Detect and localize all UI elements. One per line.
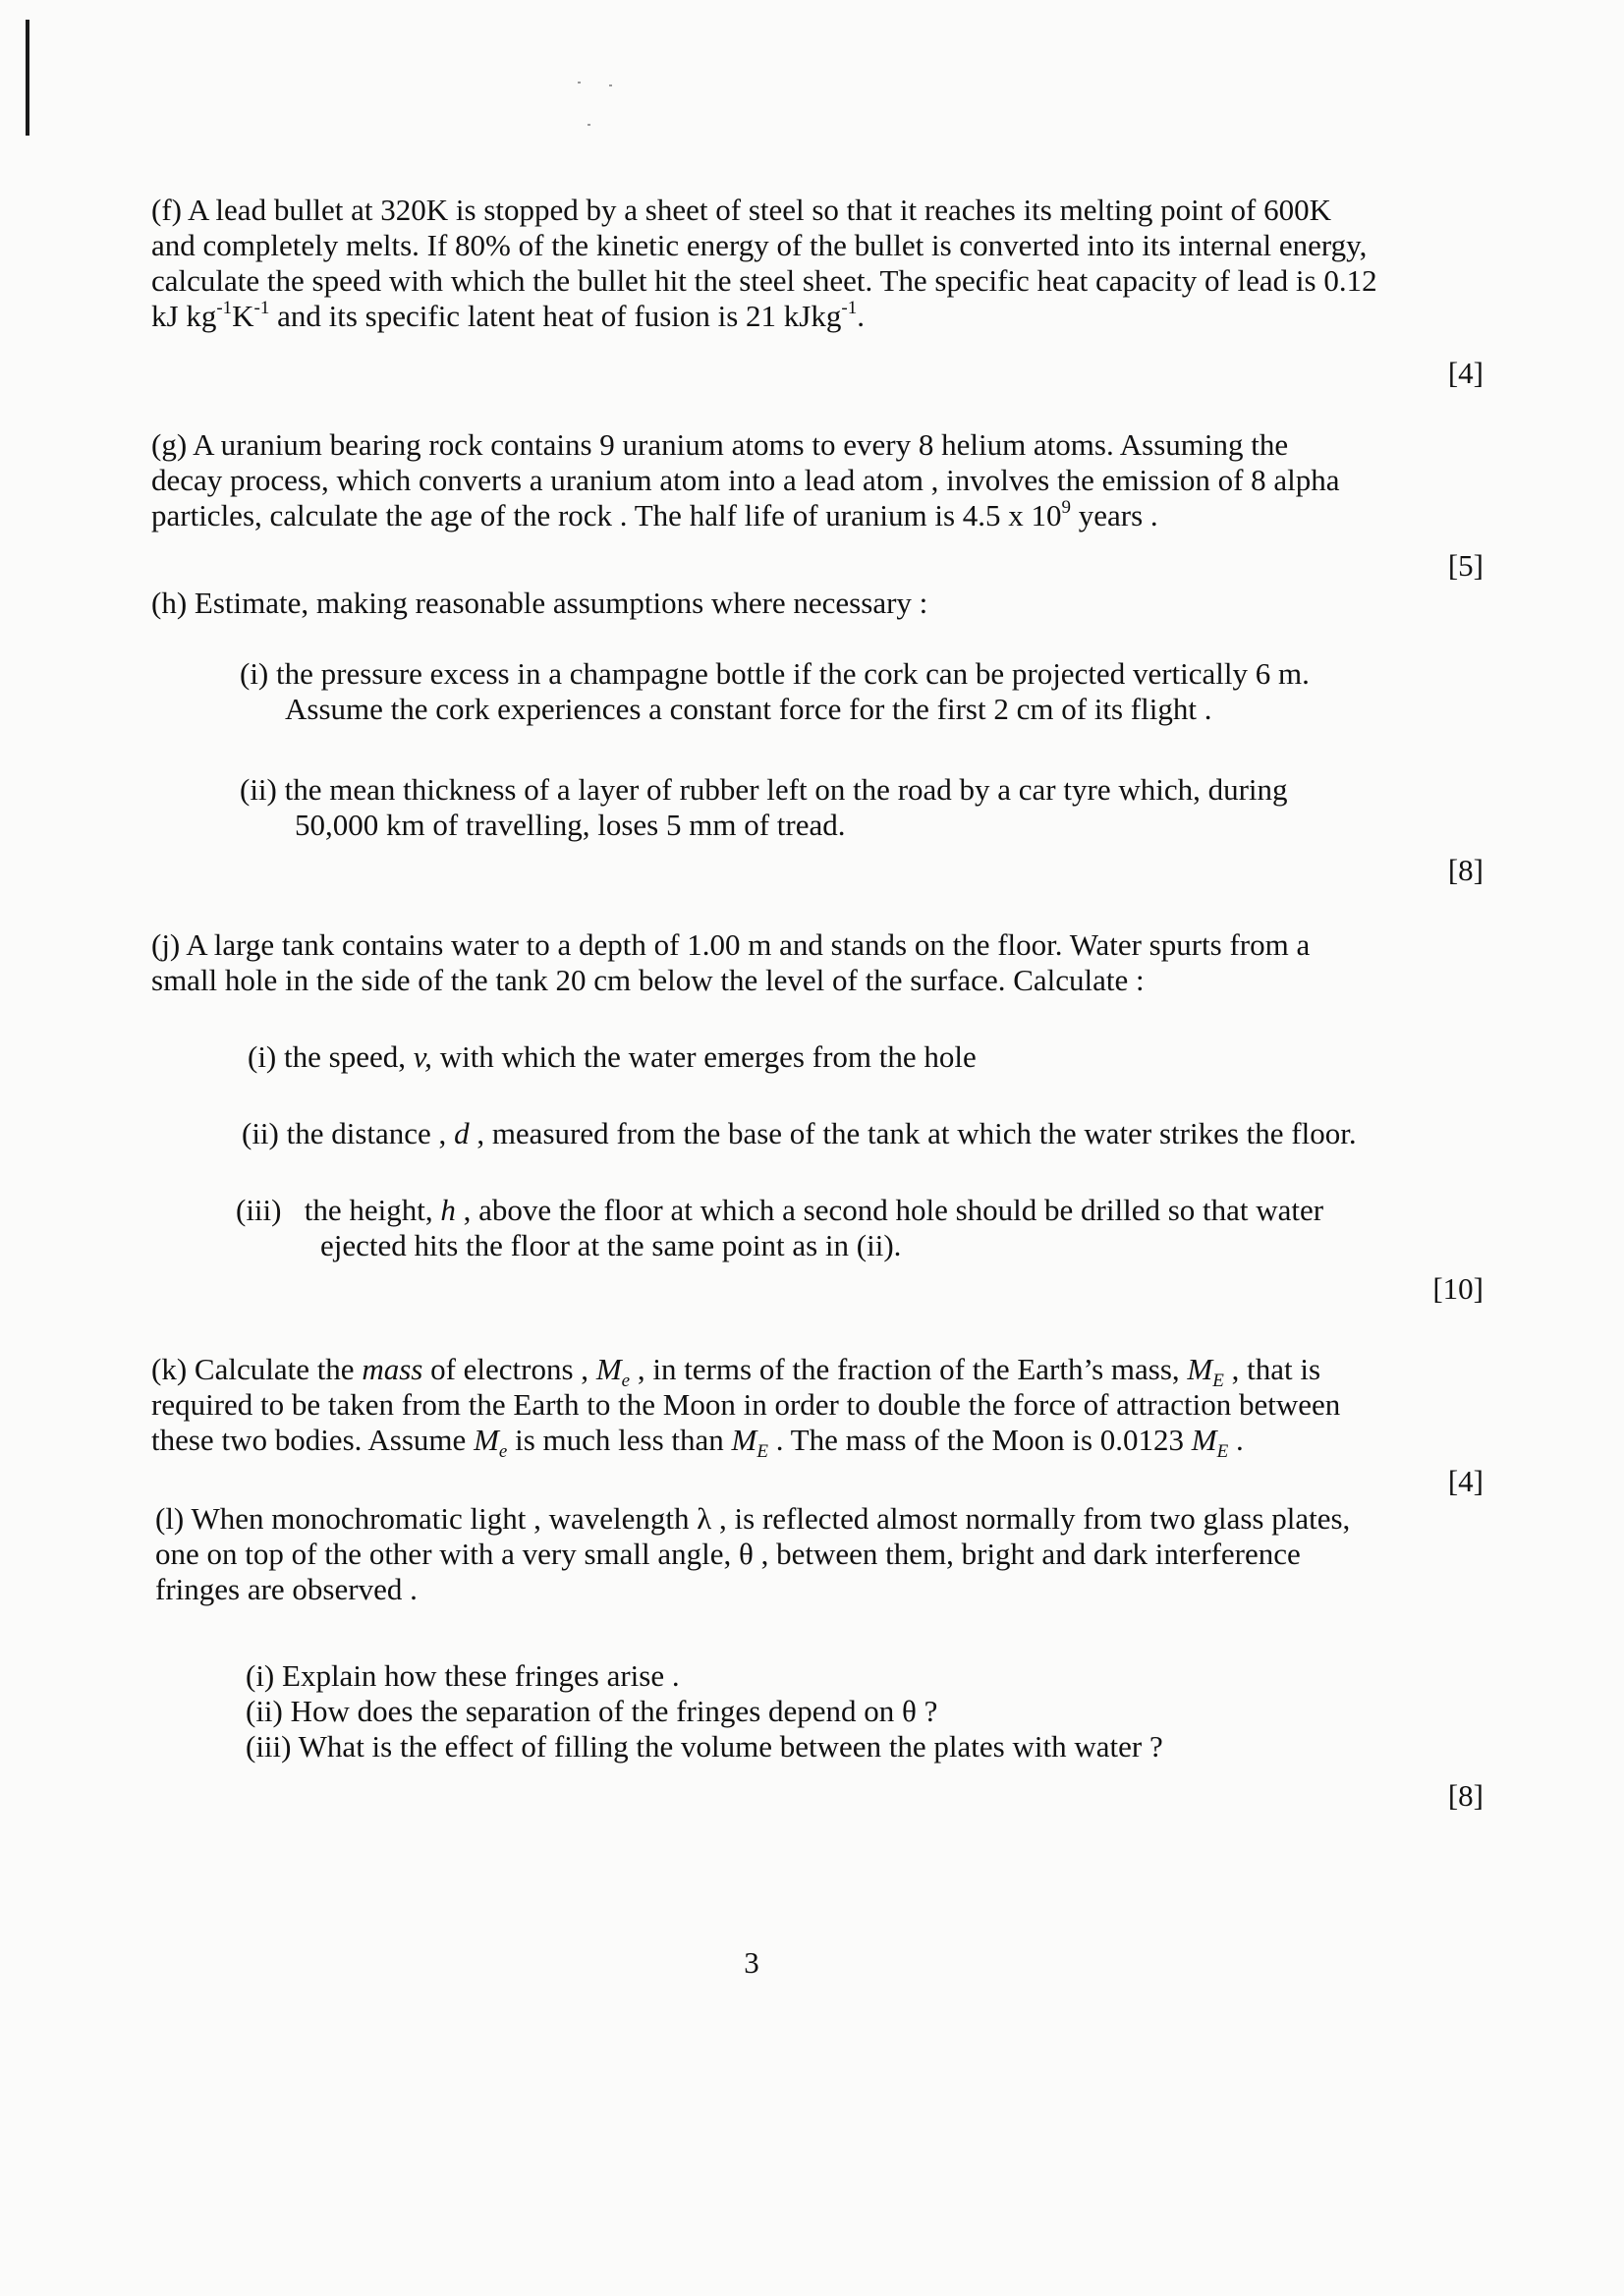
question-g-line: decay process, which converts a uranium atom into a lead atom , involves the emission of 8 alpha bbox=[151, 463, 1340, 497]
question-l-parts bbox=[246, 1658, 1163, 1764]
marks-l: [8] bbox=[1447, 1778, 1484, 1813]
question-l-line: fringes are observed . bbox=[155, 1572, 418, 1606]
marks-j: [10] bbox=[1432, 1271, 1484, 1306]
question-f-line: and completely melts. If 80% of the kinetic energy of the bullet is converted into its internal energy, bbox=[151, 228, 1368, 262]
scan-speck bbox=[588, 124, 590, 126]
question-j-part-i: (i) the speed, v, with which the water emerges from the hole bbox=[248, 1039, 977, 1074]
question-h-intro: (h) Estimate, making reasonable assumptions where necessary : bbox=[151, 586, 928, 620]
question-f bbox=[151, 193, 1478, 334]
question-f-line: calculate the speed with which the bullet hit the steel sheet. The specific heat capacity of lead is 0.12 bbox=[151, 263, 1377, 298]
marks-g: [5] bbox=[1447, 548, 1484, 583]
scan-speck bbox=[609, 84, 612, 86]
question-l-line: one on top of the other with a very small angle, θ , between them, bright and dark interference bbox=[155, 1537, 1301, 1571]
question-k-line: required to be taken from the Earth to the Moon in order to double the force of attraction between bbox=[151, 1387, 1341, 1422]
question-f-line: (f) A lead bullet at 320K is stopped by a sheet of steel so that it reaches its melting point of 600K bbox=[151, 193, 1332, 227]
question-j-part-ii: (ii) the distance , d , measured from the base of the tank at which the water strikes the floor. bbox=[242, 1116, 1357, 1150]
scan-edge-mark bbox=[26, 20, 29, 136]
question-l-part-ii: (ii) How does the separation of the fringes depend on θ ? bbox=[246, 1694, 938, 1728]
marks-h: [8] bbox=[1447, 853, 1484, 887]
marks-f: [4] bbox=[1447, 356, 1484, 390]
question-l bbox=[155, 1501, 1482, 1607]
question-j-part-iii: (iii) the height, h , above the floor at which a second hole should be drilled so that water ejected hits the floor at the same point as in (ii). bbox=[236, 1193, 1324, 1262]
question-g-line: particles, calculate the age of the rock . The half life of uranium is 4.5 x $10^9$ years . bbox=[151, 496, 1158, 532]
question-f-line: kJ $kg^{-1}K^{-1}$ and its specific latent heat of fusion is 21 kJkg$^{-1}$. bbox=[151, 297, 865, 333]
question-l-line: (l) When monochromatic light , wavelength λ , is reflected almost normally from two glass plates, bbox=[155, 1501, 1351, 1536]
question-j-line: (j) A large tank contains water to a depth of 1.00 m and stands on the floor. Water spurts from a bbox=[151, 927, 1311, 962]
question-j bbox=[151, 927, 1478, 998]
question-g-line: (g) A uranium bearing rock contains 9 uranium atoms to every 8 helium atoms. Assuming the bbox=[151, 427, 1289, 462]
question-k-line: (k) Calculate the mass of electrons , $M_e$ , in terms of the fraction of the Earth’s mass, $M_E$ , that is bbox=[151, 1352, 1321, 1392]
question-g bbox=[151, 427, 1478, 533]
marks-k: [4] bbox=[1447, 1464, 1484, 1498]
page-number: 3 bbox=[744, 1945, 759, 1980]
scan-speck bbox=[578, 82, 581, 84]
question-k bbox=[151, 1352, 1478, 1463]
question-l-part-i: (i) Explain how these fringes arise . bbox=[246, 1658, 680, 1693]
question-h-part-ii: (ii) the mean thickness of a layer of rubber left on the road by a car tyre which, during 50,000 km of travelling, loses 5 mm of tread. bbox=[240, 772, 1288, 842]
question-j-line: small hole in the side of the tank 20 cm below the level of the surface. Calculate : bbox=[151, 963, 1145, 997]
question-l-part-iii: (iii) What is the effect of filling the volume between the plates with water ? bbox=[246, 1729, 1163, 1764]
question-k-line: these two bodies. Assume $M_e$ is much less than $M_E$ . The mass of the Moon is 0.0123 $M_E$ . bbox=[151, 1423, 1244, 1463]
question-h-part-i: (i) the pressure excess in a champagne bottle if the cork can be projected vertically 6 m. Assume the cork experiences a constant force for the first 2 cm of its flight . bbox=[240, 656, 1310, 726]
